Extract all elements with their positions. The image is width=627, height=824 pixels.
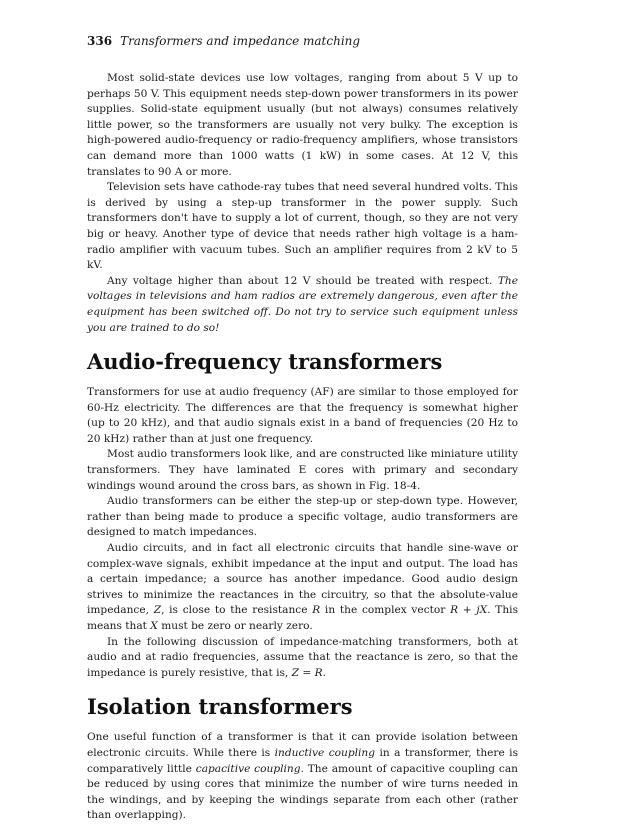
paragraph: Television sets have cathode-ray tubes that need several hundred volts. This is derived by using a step-up transformer in the power supply. Such transformers don't have to supply a lot of current, though, so they are not very big or heavy. Another type of device that needs rather high voltage is a ham-radio amplifier with vacuum tubes. Such an amplifier requires from 2 kV to 5 kV. <box>87 181 518 272</box>
text-run: . The amount of capacitive coupling can be reduced by using cores that minimize the number of wire turns needed in the windings, and by keeping the windings separate from each other (rather than overlapping). <box>87 762 518 822</box>
text-run: Audio circuits, and in fact all electronic circuits that handle sine-wave or complex-wave signals, exhibit impedance at the input and output. The load has a certain impedance; a source has another impedance. Good audio design strives to minimize the reactances in the circuitry, so that the absolute-value impedance, <box>87 542 518 617</box>
section-heading-audio: Audio-frequency transformers <box>87 349 443 375</box>
paragraph: Most solid-state devices use low voltages, ranging from about 5 V up to perhaps 50 V. This equipment needs step-down power transformers in its power supplies. Solid-state equipment usually (but not always) consumes relatively little power, so the transformers are usually not very bulky. The exception is high-powered audio-frequency or radio-frequency amplifiers, whose transistors can demand more than 1000 watts (1 kW) in some cases. At 12 V, this translates to 90 A or more. <box>87 72 518 178</box>
text-run: must be zero or nearly zero. <box>157 620 313 632</box>
page-number: 336 <box>87 34 113 48</box>
paragraph: Audio transformers can be either the step-up or step-down type. However, rather than being made to produce a specific voltage, audio transformers are designed to match impedances. <box>87 495 518 539</box>
paragraph: Most audio transformers look like, and are constructed like miniature utility transformers. They have laminated E cores with primary and secondary windings wound around the cross bars, as shown in Fig. 18-4. <box>87 448 518 492</box>
text-run: . <box>322 666 326 679</box>
math-expression: Z = R <box>291 666 323 679</box>
paragraph <box>87 635 518 682</box>
paragraph: Transformers for use at audio frequency (AF) are similar to those employed for 60-Hz electricity. The differences are that the frequency is somewhat higher (up to 20 kHz), and that audio signals exist in a band of frequencies (20 Hz to 20 kHz) rather than at just one frequency. <box>87 386 518 445</box>
warning-text: The voltages in televisions and ham radios are extremely dangerous, even after the equipment has been switched off. Do not try to service such equipment unless you are trained to do so! <box>87 274 518 334</box>
book-page <box>87 33 518 824</box>
math-symbol: Z <box>153 604 162 617</box>
term: capacitive coupling <box>195 762 301 775</box>
text-run: One useful function of a transformer is that it can provide isolation between electronic circuits. While there is <box>87 731 518 759</box>
math-expression: R + jX <box>450 604 488 617</box>
section-heading-isolation: Isolation transformers <box>87 694 353 720</box>
math-symbol: X <box>150 620 158 632</box>
running-title: Transformers and impedance matching <box>120 34 361 48</box>
term: inductive coupling <box>274 746 376 759</box>
running-header <box>87 33 518 49</box>
text-run: . This means that <box>87 604 519 632</box>
text-run: In the following discussion of impedance-matching transformers, both at audio and at radio frequencies, assume that the reactance is zero, so that the impedance is purely resistive, that is, <box>87 635 518 679</box>
text-run: in the complex vector <box>320 604 451 617</box>
warning-paragraph <box>87 274 518 336</box>
text-run: , is close to the resistance <box>161 604 313 617</box>
math-symbol: R <box>312 604 321 617</box>
paragraph <box>87 730 518 824</box>
impedance-paragraph <box>87 541 518 635</box>
warning-lead: Any voltage higher than about 12 V should be treated with respect. <box>107 274 498 287</box>
page-body <box>87 71 518 824</box>
text-run: in a transformer, there is comparatively little <box>87 746 518 775</box>
